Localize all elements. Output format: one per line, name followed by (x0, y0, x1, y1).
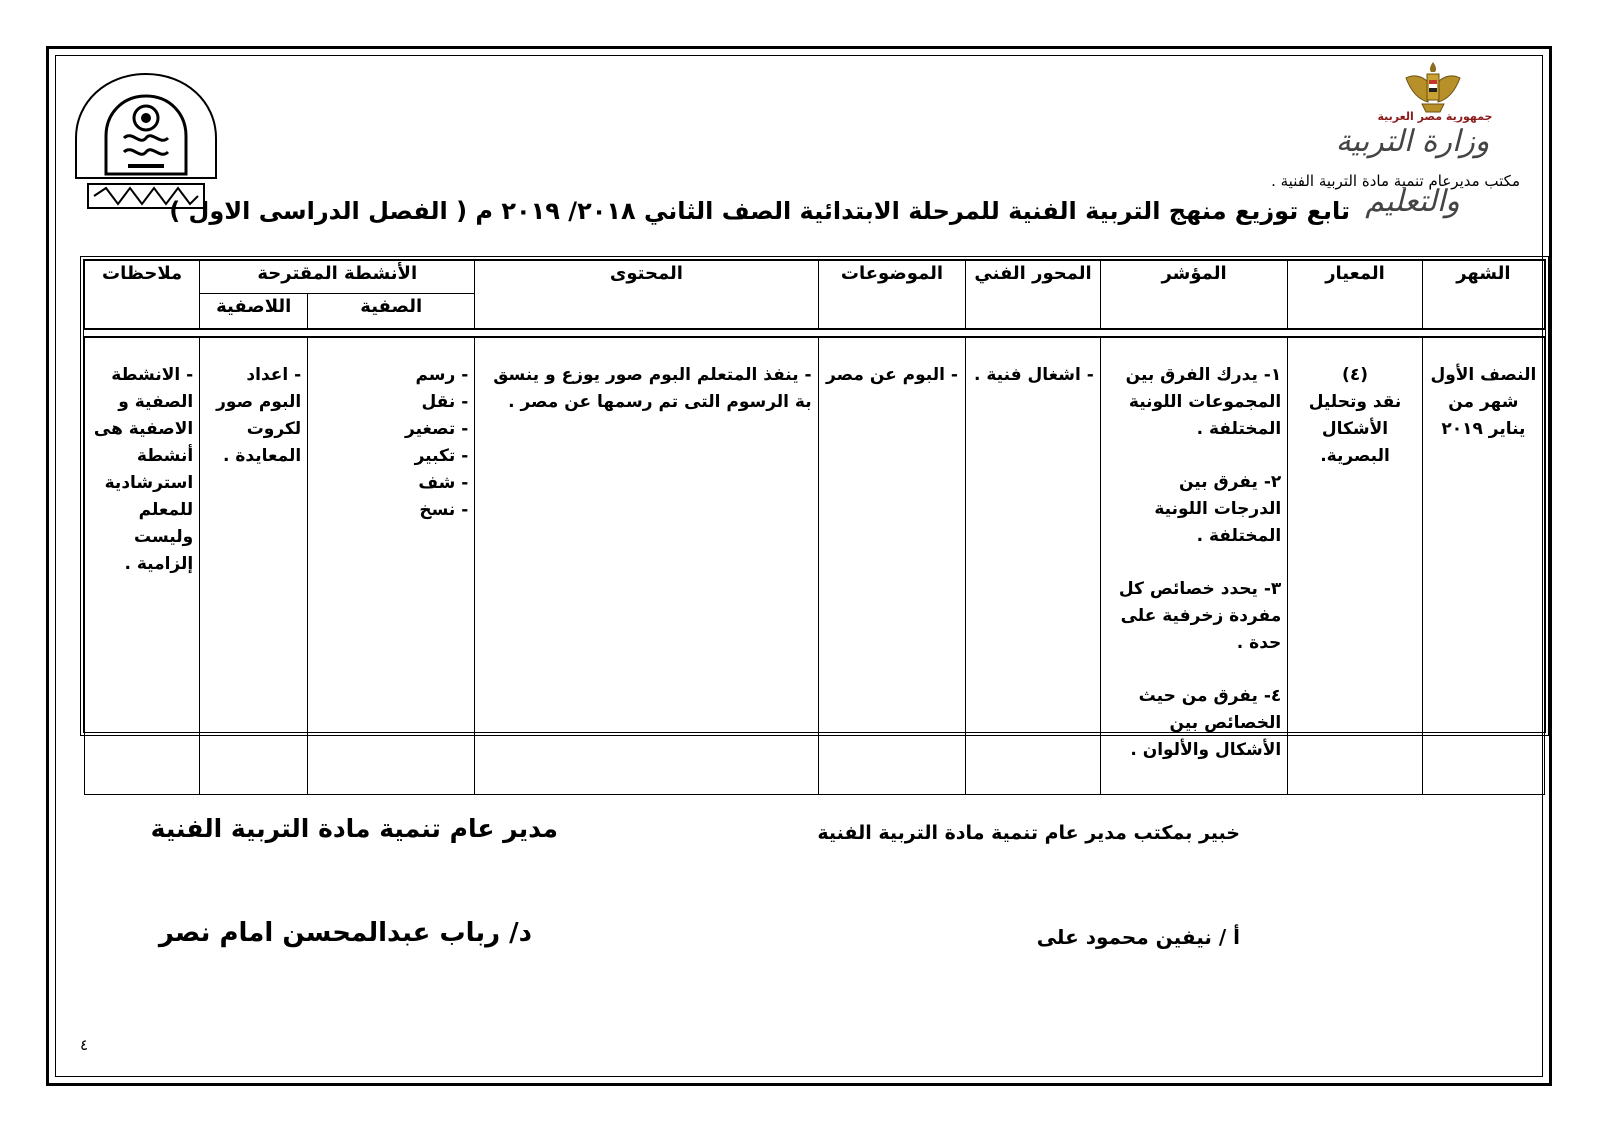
cell-standard (1288, 337, 1422, 795)
cell-indicators (1100, 337, 1287, 795)
in-class-item: - رسم (415, 365, 469, 385)
in-class-item: - تكبير (414, 446, 469, 466)
header-standard: المعيار (1288, 261, 1422, 330)
cell-in-class (308, 337, 475, 795)
indicator-item: ٢- يفرق بين الدرجات اللونية المختلفة . (1154, 472, 1282, 546)
indicator-item: ١- يدرك الفرق بين المجموعات اللونية المختلفة . (1125, 365, 1282, 439)
cell-extra-class: - اعداد البوم صور لكروت المعايدة . (200, 337, 308, 795)
indicator-item: ٤- يفرق من حيث الخصائص بين الأشكال والألوان . (1130, 686, 1282, 760)
office-line: مكتب مديرعام تنمية مادة التربية الفنية . (1271, 172, 1520, 190)
standard-text: نقد وتحليل الأشكال البصرية. (1308, 392, 1402, 466)
director-name: د/ رباب عبدالمحسن امام نصر (158, 918, 532, 948)
emblem-caption: جمهورية مصر العربية (1377, 110, 1493, 123)
expert-title: خبير بمكتب مدير عام تنمية مادة التربية الفنية (817, 822, 1240, 844)
art-education-office-seal-icon (66, 68, 226, 218)
in-class-item: - تصغير (405, 419, 469, 439)
in-class-item: - شف (418, 473, 469, 493)
header-axis: المحور الفني (966, 261, 1100, 330)
curriculum-table (80, 256, 1549, 760)
table-row (85, 337, 1545, 795)
cell-notes: - الانشطة الصفية و الاصفية هى أنشطة استرشادية للمعلم وليست إلزامية . (85, 337, 200, 795)
header-activities: الأنشطة المقترحة (200, 261, 475, 294)
expert-name: أ / نيفين محمود على (1036, 925, 1240, 949)
in-class-item: - نسخ (419, 500, 469, 520)
page-title: تابع توزيع منهج التربية الفنية للمرحلة الابتدائية الصف الثاني ٢٠١٨/ ٢٠١٩ م ( الفصل الدراسى الاول ) (169, 197, 1350, 225)
director-title: مدير عام تنمية مادة التربية الفنية (150, 814, 558, 843)
cell-content: - ينفذ المتعلم البوم صور يوزع و ينسق بة الرسوم التى تم رسمها عن مصر . (475, 337, 818, 795)
in-class-item: - نقل (421, 392, 469, 412)
cell-month: النصف الأول شهر من يناير ٢٠١٩ (1422, 337, 1544, 795)
header-indicator: المؤشر (1100, 261, 1287, 330)
cell-topics: - البوم عن مصر (818, 337, 966, 795)
indicator-item: ٣- يحدد خصائص كل مفردة زخرفية على حدة . (1118, 579, 1282, 653)
header-separator (85, 329, 1545, 337)
ministry-calligraphy-logo: وزارة التربية والتعليم (1335, 124, 1490, 219)
cell-axis: - اشغال فنية . (966, 337, 1100, 795)
header-content: المحتوى (475, 261, 818, 330)
header-month: الشهر (1422, 261, 1544, 330)
curriculum-grid (84, 260, 1545, 795)
header-notes: ملاحظات (85, 261, 200, 330)
standard-number: (٤) (1342, 365, 1368, 385)
header-extra-class: اللاصفية (200, 294, 308, 330)
header-topics: الموضوعات (818, 261, 966, 330)
header-in-class: الصفية (308, 294, 475, 330)
page-number: ٤ (80, 1036, 89, 1054)
